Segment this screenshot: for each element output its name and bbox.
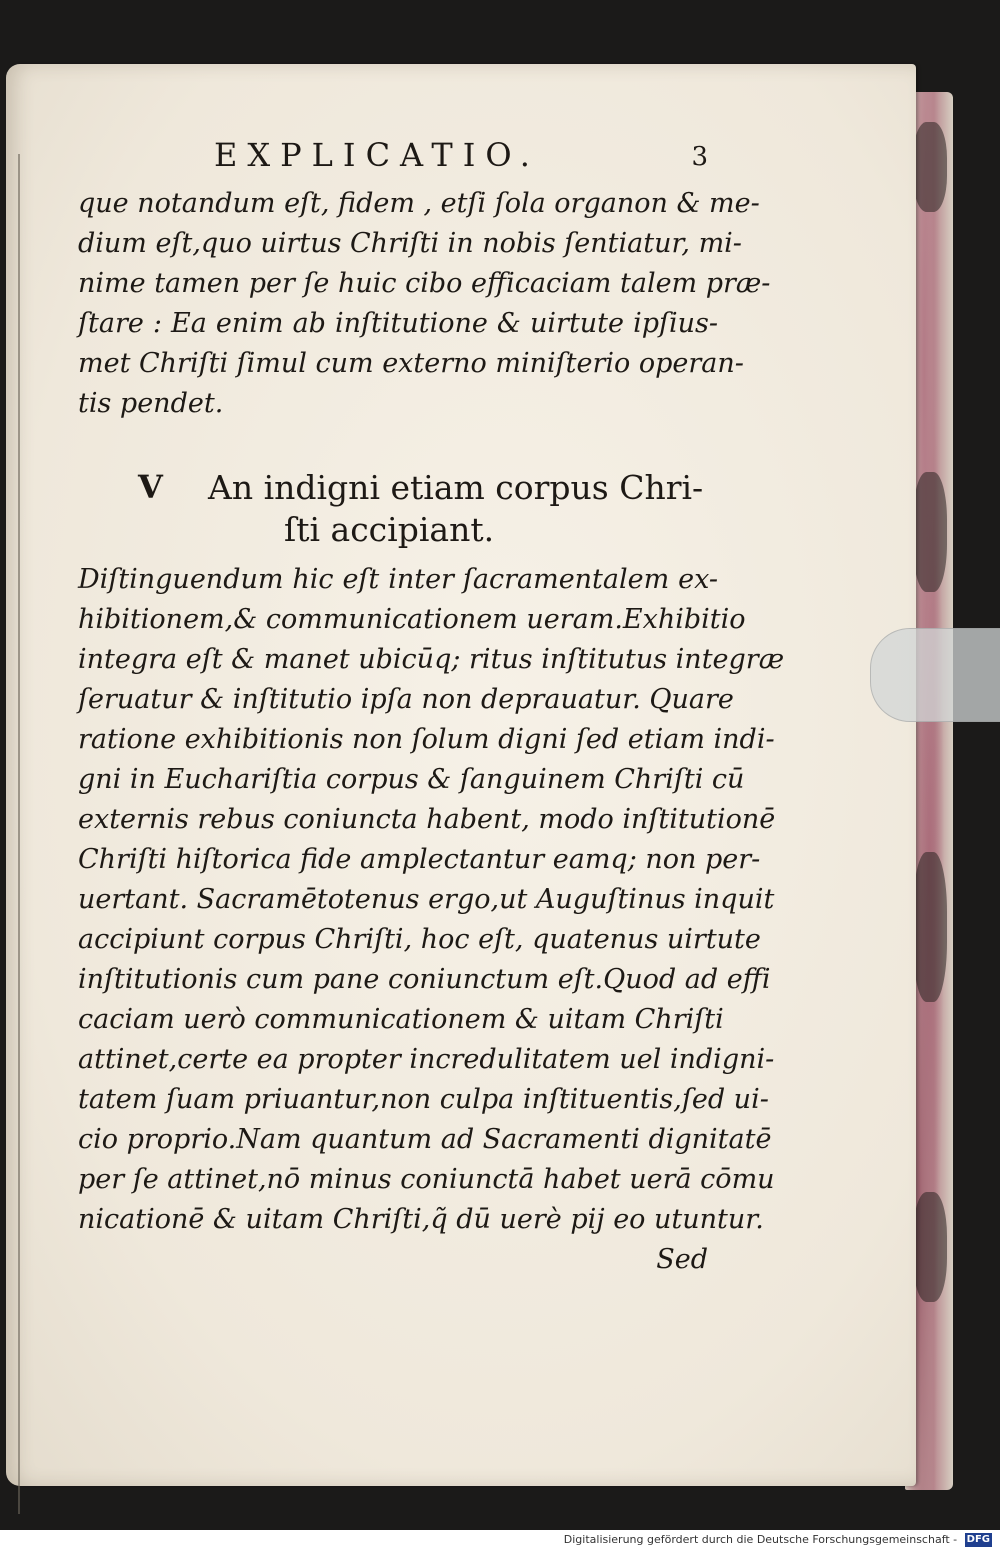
- text-line: caciam uerò communicationem & uitam Chriſti: [78, 1004, 724, 1035]
- text-line: cio proprio.Nam quantum ad Sacramenti dignitatē: [78, 1124, 772, 1155]
- text-line: hibitionem,& communicationem ueram.Exhibitio: [78, 604, 746, 635]
- digitization-credit: [564, 1531, 992, 1549]
- text-line: nime tamen per ſe huic cibo efficaciam talem præ-: [78, 268, 771, 299]
- text-line: attinet,certe ea propter incredulitatem uel indigni-: [78, 1044, 775, 1075]
- text-line: Chriſti hiſtorica fide amplectantur eamq; non per-: [78, 844, 761, 875]
- text-line: que notandum eſt, fidem , etſi ſola organon & me-: [78, 188, 760, 219]
- text-line: ratione exhibitionis non ſolum digni ſed etiam indi-: [78, 724, 775, 755]
- text-line: dium eſt,quo uirtus Chriſti in nobis ſentiatur, mi-: [78, 228, 742, 259]
- running-head-title: EXPLICATIO.: [214, 136, 540, 174]
- credit-text: Digitalisierung gefördert durch die Deutsche Forschungsgemeinschaft -: [563, 1533, 958, 1546]
- bookmark-tab: [870, 628, 1000, 722]
- section-numeral: V: [138, 468, 163, 506]
- page-text-block: [78, 132, 785, 1280]
- text-line: tis pendet.: [78, 388, 224, 419]
- dfg-logo: DFG: [966, 1534, 990, 1545]
- text-line: integra eſt & manet ubicūq; ritus inſtitutus integræ: [78, 644, 785, 675]
- paragraph-2: [78, 560, 785, 1240]
- text-line: tatem ſuam priuantur,non culpa inſtituentis,ſed ui-: [78, 1084, 769, 1115]
- text-line: inſtitutionis cum pane coniunctum eſt.Quod ad effi: [78, 964, 771, 995]
- text-line: gni in Euchariſtia corpus & ſanguinem Chriſti cū: [78, 764, 745, 795]
- catchword: Sed: [656, 1244, 708, 1275]
- text-line: accipiunt corpus Chriſti, hoc eſt, quatenus uirtute: [78, 924, 761, 955]
- text-line: nicationē & uitam Chriſti,q̃ dū uerè pij eo utuntur.: [78, 1204, 764, 1235]
- text-line: ſtare : Ea enim ab inſtitutione & uirtute ipſius-: [78, 308, 718, 339]
- running-head: [78, 132, 718, 184]
- section-heading: [78, 468, 718, 560]
- page-number: 3: [691, 142, 708, 172]
- paragraph-1: [78, 184, 771, 424]
- section-heading-line: An indigni etiam corpus Chri-: [208, 468, 704, 507]
- text-line: ſeruatur & inſtitutio ipſa non deprauatur. Quare: [78, 684, 734, 715]
- text-line: met Chriſti ſimul cum externo miniſterio operan-: [78, 348, 744, 379]
- gutter-shadow: [18, 154, 20, 1514]
- section-heading-line: ſti accipiant.: [284, 510, 495, 549]
- text-line: uertant. Sacramētotenus ergo,ut Auguſtinus inquit: [78, 884, 775, 915]
- text-line: externis rebus coniuncta habent, modo inſtitutionē: [78, 804, 776, 835]
- text-line: Diſtinguendum hic eſt inter ſacramentalem ex-: [78, 564, 718, 595]
- text-line: per ſe attinet,nō minus coniunctā habet uerā cōmu: [78, 1164, 775, 1195]
